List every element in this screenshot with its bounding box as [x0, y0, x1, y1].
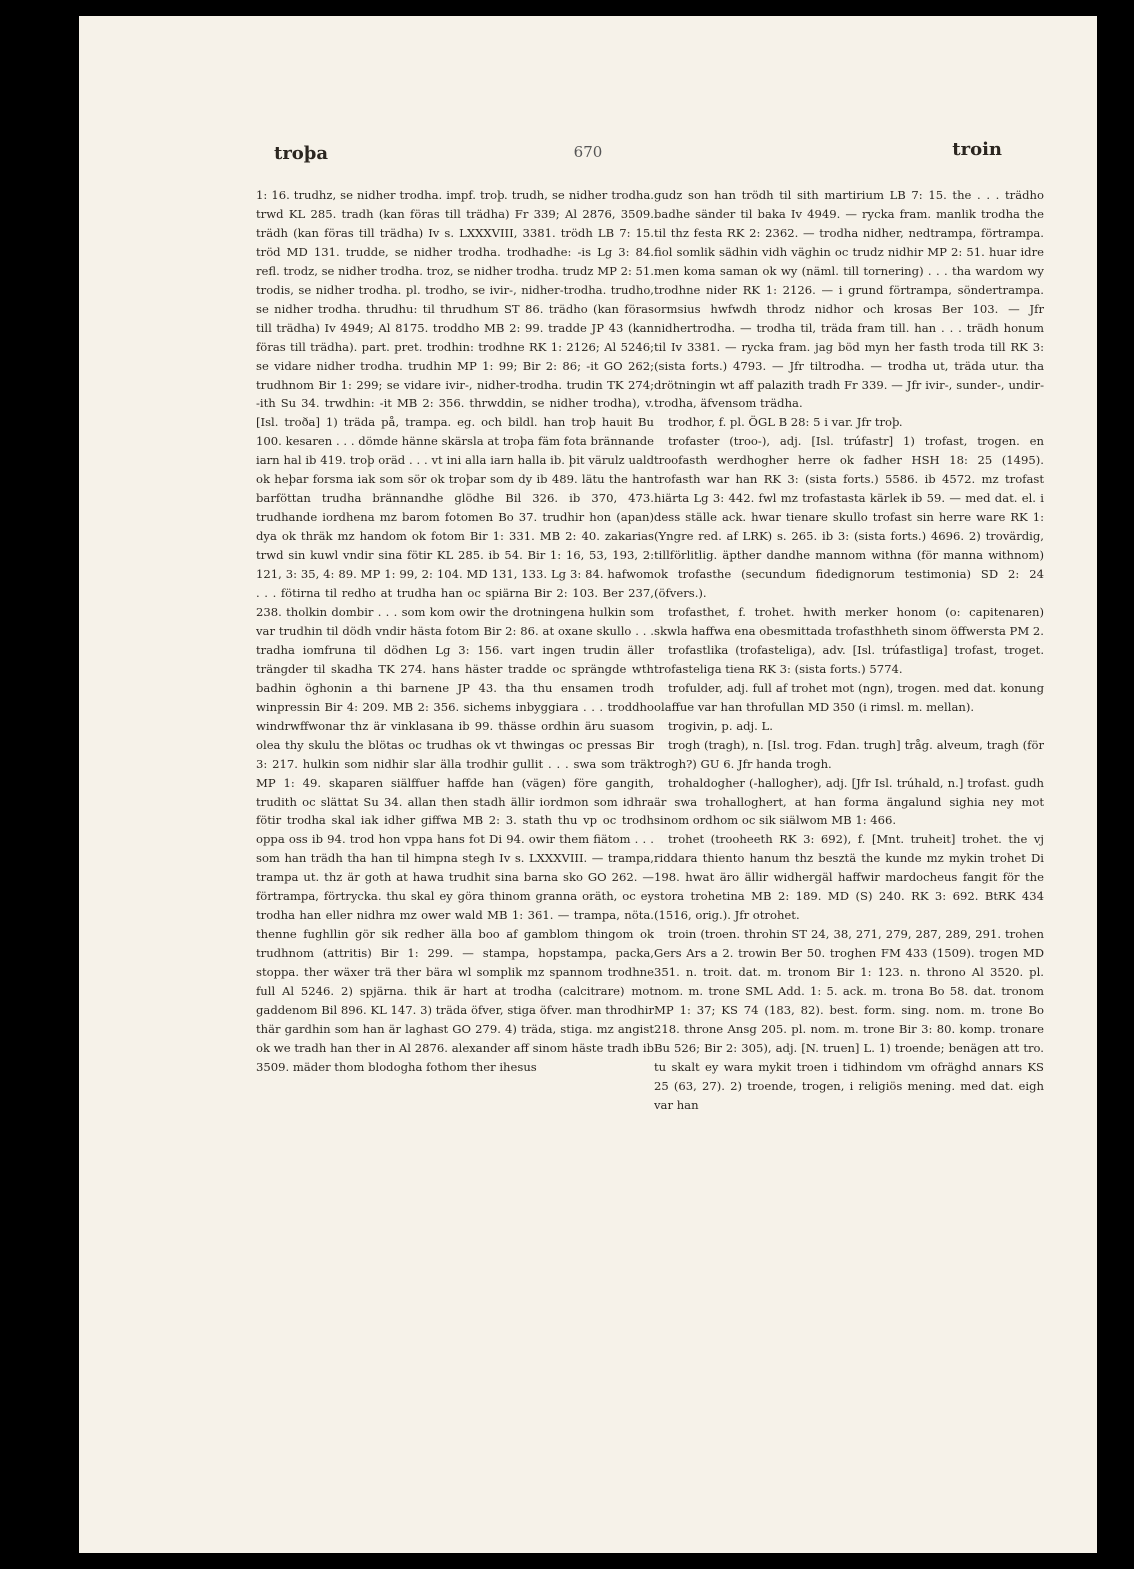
entry-trohaldogher: trohaldogher (-hallogher), adj. [Jfr Isl. trúhald, n.] trofast. gudh är swa trohalloghert, at han forma ängalund sighia ney mot sinom ordhom oc sik siälwom MB 1: 466. — [654, 775, 1044, 828]
entry-trogh: trogh (tragh), n. [Isl. trog. Fdan. trugh] tråg. alveum, tragh (för trogh?) GU 6. Jfr handa trogh. — [654, 737, 1044, 771]
entry-trofaster: trofaster (troo-), adj. [Isl. trúfastr] 1) trofast, trogen. en troofasth werdhogher herre ok fadher HSH 18: 25 (1495). trofasth war han RK 3: (sista forts.) 5586. ib 4572. mz trofast hiärta Lg 3: 442. fwl mz trofastasta kärlek ib 59. — med dat. el. i dess ställe ack. hwar tienare skullo trofast sin herre ware RK 1: (Yngre red. af LRK) s. 265. ib 3: (sista forts.) 4696. 2) trovärdig, tillförlitlig. äpther dandhe mannom withna (för manna withnom) ok trofasthe (secundum fidedignorum testimonia) SD 2: 24 (öfvers.). — [654, 434, 1044, 601]
entry-troin: troin (troen. throhin ST 24, 38, 271, 279, 287, 289, 291. trohen Gers Ars a 2. trowin Ber 50. troghen FM 433 (1509). trogen MD 351. n. troit. dat. m. tronom Bir 1: 123. n. throno Al 3520. pl. nom. m. trone SML Add. 1: 5. ack. m. trona Bo 58. dat. tronom MP 1: 37; KS 74 (183, 82). best. form. sing. nom. m. trone Bo 218. throne Ansg 205. pl. nom. m. trone Bir 3: 80. komp. tronare Bu 526; Bir 2: 305), adj. [N. truen] L. 1) troende; benägen att tro. tu skalt ey wara mykit troen i tidhindom vm ofräghd annars KS 25 (63, 27). 2) troende, trogen, i religiös mening. med dat. eigh var han — [654, 927, 1044, 1112]
right-column — [654, 186, 1044, 1486]
page-number: 670 — [573, 143, 603, 161]
entry-trogivin: trogivin, p. adj. L. — [668, 718, 773, 733]
entry-trohet: trohet (trooheeth RK 3: 692), f. [Mnt. truheit] trohet. the vj riddara thiento hanum thz besztä the kunde mz mykin trohet Di 198. hwat äro ällir widhergäl haffwir mardocheus fangit för the stora trohetina MB 2: 189. MD (S) 240. RK 3: 692. BtRK 434 (1516, orig.). Jfr otrohet. — [654, 832, 1044, 923]
header-right-word: troin — [952, 139, 1002, 160]
entry-paragraph: 1: 16. trudhz, se nidher trodha. impf. troþ. trudh, se nidher trodha. trwd KL 285. tradh (kan föras till trädha) Fr 339; Al 2876, 3509. trädh (kan föras till trädha) Iv s. LXXXVIII, 3381. trödh LB 7: 15. tröd MD 131. trudde, se nidher trodha. trodhadhe: -is Lg 3: 84. refl. trodz, se nidher trodha. troz, se nidher trodha. trudz MP 2: 51. trodis, se nidher trodha. pl. trodho, se ivir-, nidher-trodha. trudho, se nidher trodha. thrudhu: til thrudhum ST 86. trädho (kan föras till trädha) Iv 4949; Al 8175. troddho MB 2: 99. tradde JP 43 (kan föras till trädha). part. pret. trodhin: trodhne RK 1: 2126; Al 5246; se vidare nidher trodha. trudhin MP 1: 99; Bir 2: 86; -it GO 262; trudhnom Bir 1: 299; se vidare ivir-, nidher-trodha. trudin TK 274; -ith Su 34. trwdhin: -it MB 2: 356. thrwddin, se nidher trodha), v. [Isl. troða] 1) träda på, trampa. eg. och bildl. han troþ hauit Bu 100. kesaren . . . dömde hänne skärsla at troþa fäm fota brännande iarn hal ib 419. troþ oräd . . . vt ini alla iarn halla ib. þit värulz uald ok heþar forsma iak som sör ok troþar som dy ib 489. lätu the han barföttan trudha brännandhe glödhe Bil 326. ib 370, 473. trudhande iordhena mz barom fotomen Bo 37. trudhir hon (apan) dya ok thräk mz handom ok fotom Bir 1: 331. MB 2: 40. zakarias trwd sin kuwl vndir sina fötir KL 285. ib 54. Bir 1: 16, 53, 193, 2: 121, 3: 35, 4: 89. MP 1: 99, 2: 104. MD 131, 133. Lg 3: 84. hafwom . . . fötirna til redho at trudha han oc spiärna Bir 2: 103. Ber 237, 238. tholkin dombir . . . som kom owir the drotningena hulkin som var trudhin til dödh vndir hästa fotom Bir 2: 86. at oxane skullo . . . tradha iomfruna til dödhen Lg 3: 156. vart ingen trudin äller trängder til skadha TK 274. hans häster tradde oc sprängde wth badhin öghonin a thi barnene JP 43. tha thu ensamen trodh winpressin Bir 4: 209. MB 2: 356. sichems inbyggiara . . . troddho windrwffwonar thz är vinklasana ib 99. thässe ordhin äru suasom olea thy skulu the blötas oc trudhas ok vt thwingas oc pressas Bir 3: 217. hulkin som nidhir slar älla trodhir gullit . . . swa som träk MP 1: 49. skaparen siälffuer haffde han (vägen) före gangith, trudith oc slättat Su 34. allan then stadh ällir iordmon som idhra fötir trodha skal iak idher giffwa MB 2: 3. stath thu vp oc trodh oppa oss ib 94. trod hon vppa hans fot Di 94. owir them fiätom . . . som han trädh tha han til himpna stegh Iv s. LXXXVIII. — trampa, trampa ut. thz är goth at hawa trudhit sina barna sko GO 262. — förtrampa, förtrycka. thu skal ey göra thinom granna oräth, oc ey trodha han eller nidhra mz ower wald MB 1: 361. — trampa, nöta. thenne fughllin gör sik redher älla boo af gamblom thingom ok trudhnom (attritis) Bir 1: 299. — stampa, hopstampa, packa, stoppa. ther wäxer trä ther bära wl somplik mz spannom trodhne full Al 5246. 2) spjärna. thik är hart at trodha (calcitrare) mot gaddenom Bil 896. KL 147. 3) träda öfver, stiga öfver. man throdhir thär gardhin som han är laghast GO 279. 4) träda, stiga. mz angist ok we tradh han ther in Al 2876. alexander aff sinom häste tradh ib 3509. mäder thom blodogha fothom ther ihesus — [256, 188, 654, 1074]
entry-trofulder: trofulder, adj. full af trohet mot (ngn), trogen. med dat. konung olaffue var han throfullan MD 350 (i rimsl. m. mellan). — [654, 680, 1044, 714]
entry-trofastlika: trofastlika (trofasteliga), adv. [Isl. trúfastliga] trofast, troget. trofasteliga tiena RK 3: (sista forts.) 5774. — [654, 642, 1044, 676]
dictionary-page — [79, 16, 1097, 1553]
entry-paragraph: gudz son han trödh til sith martirium LB 7: 15. the . . . trädho badhe sänder til baka Iv 4949. — rycka fram. manlik trodha the til thz festa RK 2: 2362. — trodha nidher, nedtrampa, förtrampa. fiol somlik sädhin vidh väghin oc trudz nidhir MP 2: 51. huar idre men koma saman ok wy (näml. till tornering) . . . tha wardom wy trodhne nider RK 1: 2126. — i grund förtrampa, söndertrampa. ormsius hwfwdh throdz nidhor och krosas Ber 103. — Jfr nidhertrodha. — trodha til, träda fram till. han . . . trädh honum til Iv 3381. — rycka fram. jag böd myn her fasth troda till RK 3: (sista forts.) 4793. — Jfr tiltrodha. — trodha ut, träda utur. tha drötningin wt aff palazith tradh Fr 339. — Jfr ivir-, sunder-, undir-trodha, äfvensom trädha. — [654, 188, 1044, 411]
left-column — [256, 186, 654, 1486]
running-header — [79, 139, 1097, 173]
entry-trofasthet: trofasthet, f. trohet. hwith merker honom (o: capitenaren) skwla haffwa ena obesmittada trofasthheth sinom öffwersta PM 2. — [654, 604, 1044, 638]
header-left-word: troþa — [274, 143, 329, 164]
entry-trodhor: trodhor, f. pl. ÖGL B 28: 5 i var. Jfr troþ. — [668, 415, 903, 430]
